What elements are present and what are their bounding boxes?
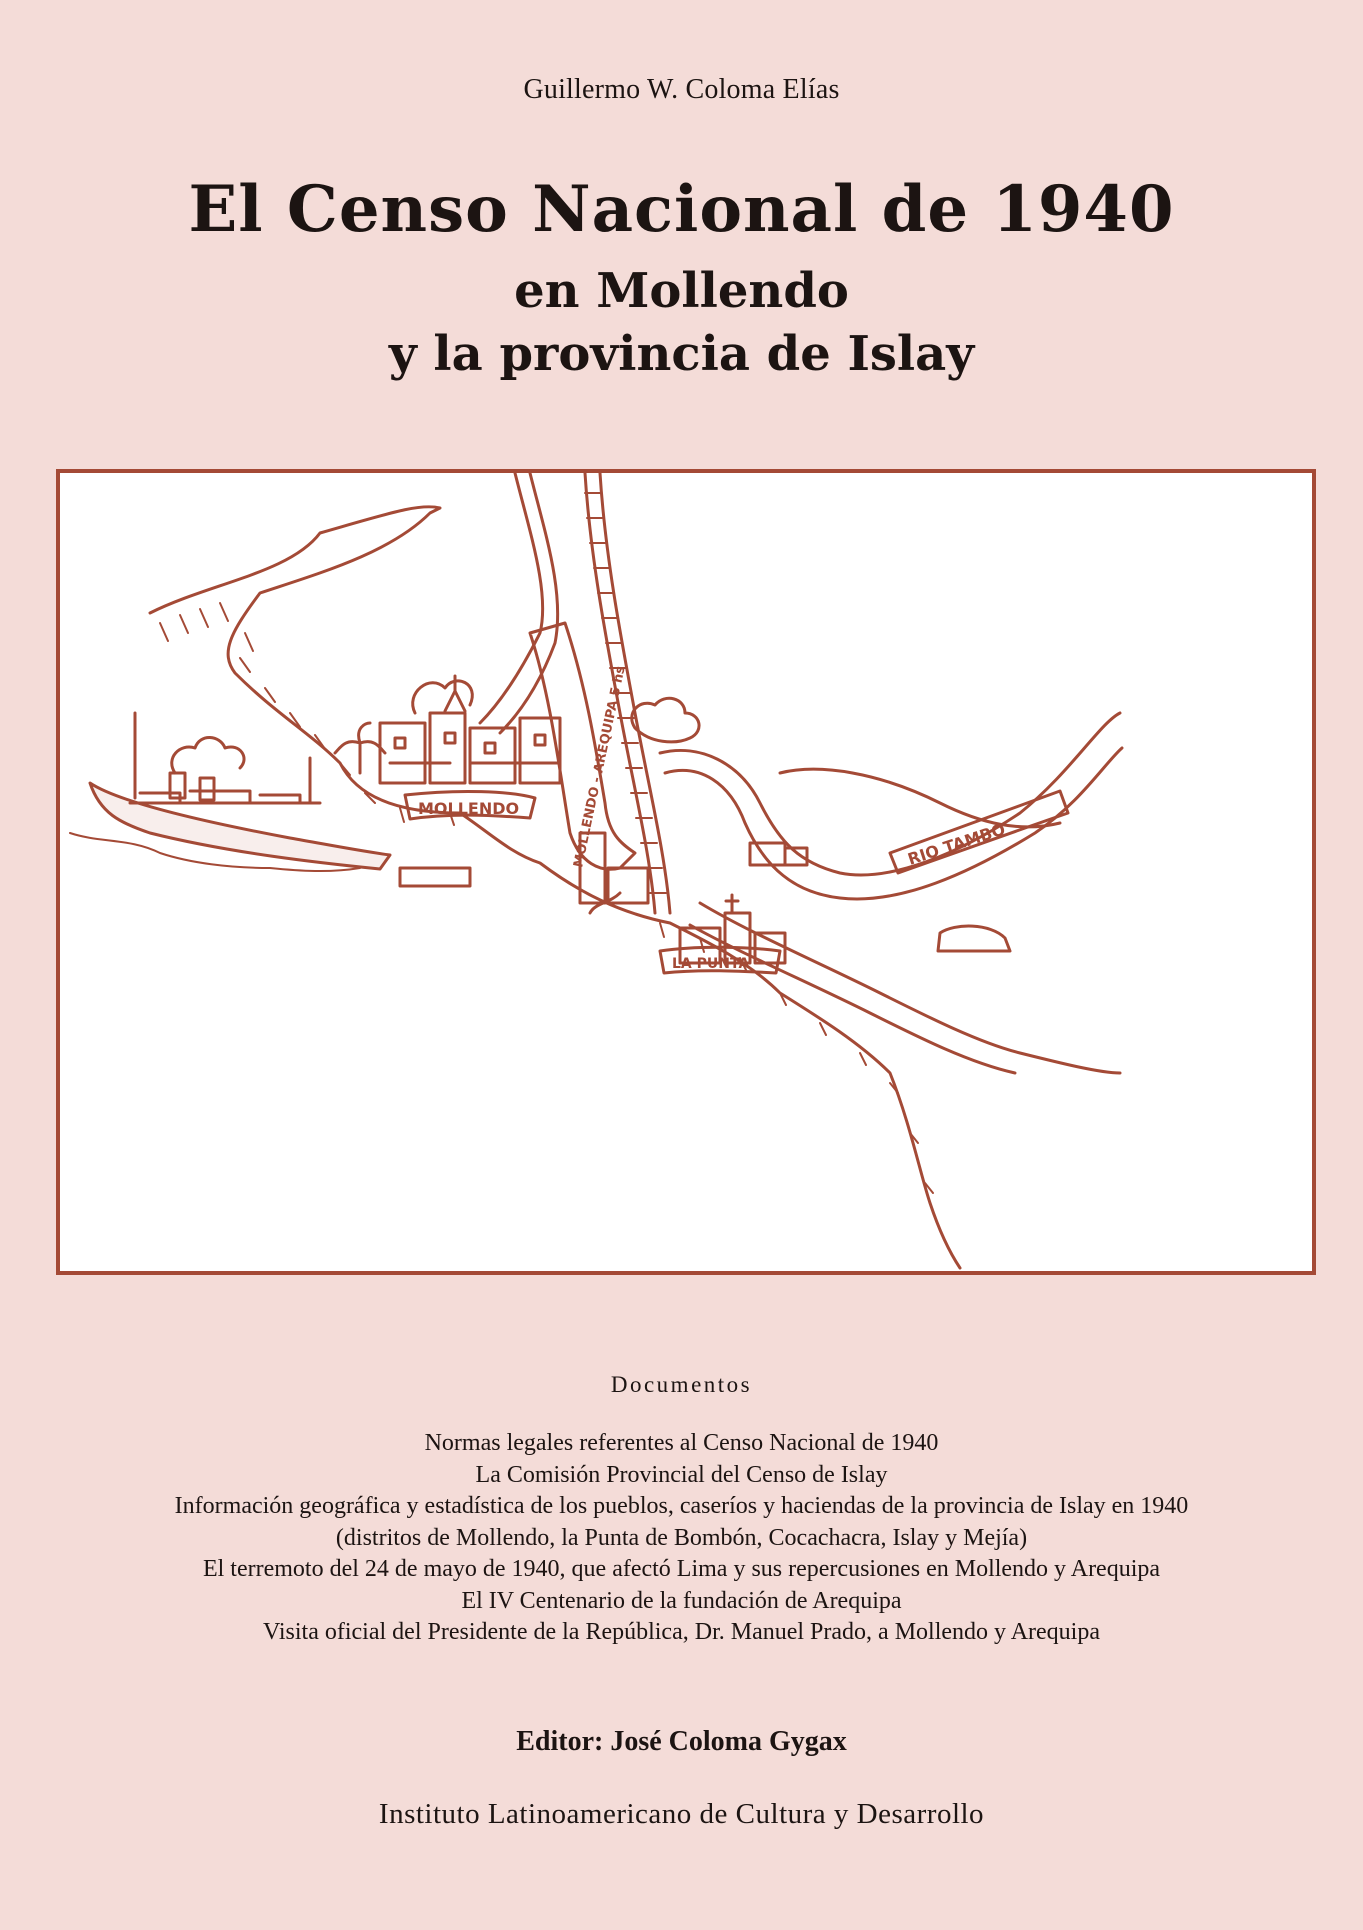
editor-credit: Editor: José Coloma Gygax: [516, 1726, 847, 1757]
documents-heading: Documentos: [610, 1372, 753, 1397]
road-north: [480, 473, 543, 723]
document-item: El terremoto del 24 de mayo de 1940, que afectó Lima y sus repercusiones en Mollendo y Arequipa: [202, 1556, 1161, 1582]
dock: [400, 868, 470, 886]
road-south: [700, 903, 1120, 1073]
label-la-punta: LA PUNTA: [672, 956, 750, 972]
cloud: [632, 698, 699, 742]
label-rio-tambo: RIO TAMBO: [905, 819, 1008, 869]
book-subtitle-line-2: y la provincia de Islay: [388, 326, 975, 382]
coastline: [150, 507, 960, 1268]
document-item: Normas legales referentes al Censo Nacional de 1940: [424, 1430, 939, 1456]
road-river: [780, 769, 1060, 827]
document-item: Visita oficial del Presidente de la República, Dr. Manuel Prado, a Mollendo y Arequipa: [262, 1619, 1100, 1645]
ship-smoke: [172, 737, 244, 773]
book-title: El Censo Nacional de 1940: [188, 172, 1175, 247]
coastal-map-illustration: [60, 473, 1312, 1271]
publisher-name: Instituto Latinoamericano de Cultura y Desarrollo: [378, 1798, 985, 1830]
la-punta-church: [680, 895, 785, 963]
cover-illustration-frame: [56, 469, 1316, 1275]
label-mollendo: MOLLENDO: [418, 799, 520, 818]
ship-deck: [130, 791, 320, 803]
book-subtitle-line-1: en Mollendo: [514, 263, 849, 319]
label-route: MOLLENDO - AREQUIPA 5 hs: [571, 664, 629, 869]
document-item: Información geográfica y estadística de los pueblos, caseríos y haciendas de la provincia de Islay en 1940: [174, 1493, 1189, 1519]
author-name: Guillermo W. Coloma Elías: [523, 74, 840, 105]
vehicle-car: [938, 926, 1010, 951]
town-buildings: [380, 713, 560, 783]
document-item: El IV Centenario de la fundación de Arequipa: [461, 1587, 902, 1614]
document-item: (distritos de Mollendo, la Punta de Bombón, Cocachacra, Islay y Mejía): [335, 1524, 1028, 1551]
documents-list: [40, 1428, 1323, 1649]
road-north-2: [500, 473, 558, 733]
document-item: La Comisión Provincial del Censo de Islay: [475, 1461, 888, 1488]
ship-funnel: [170, 773, 214, 800]
